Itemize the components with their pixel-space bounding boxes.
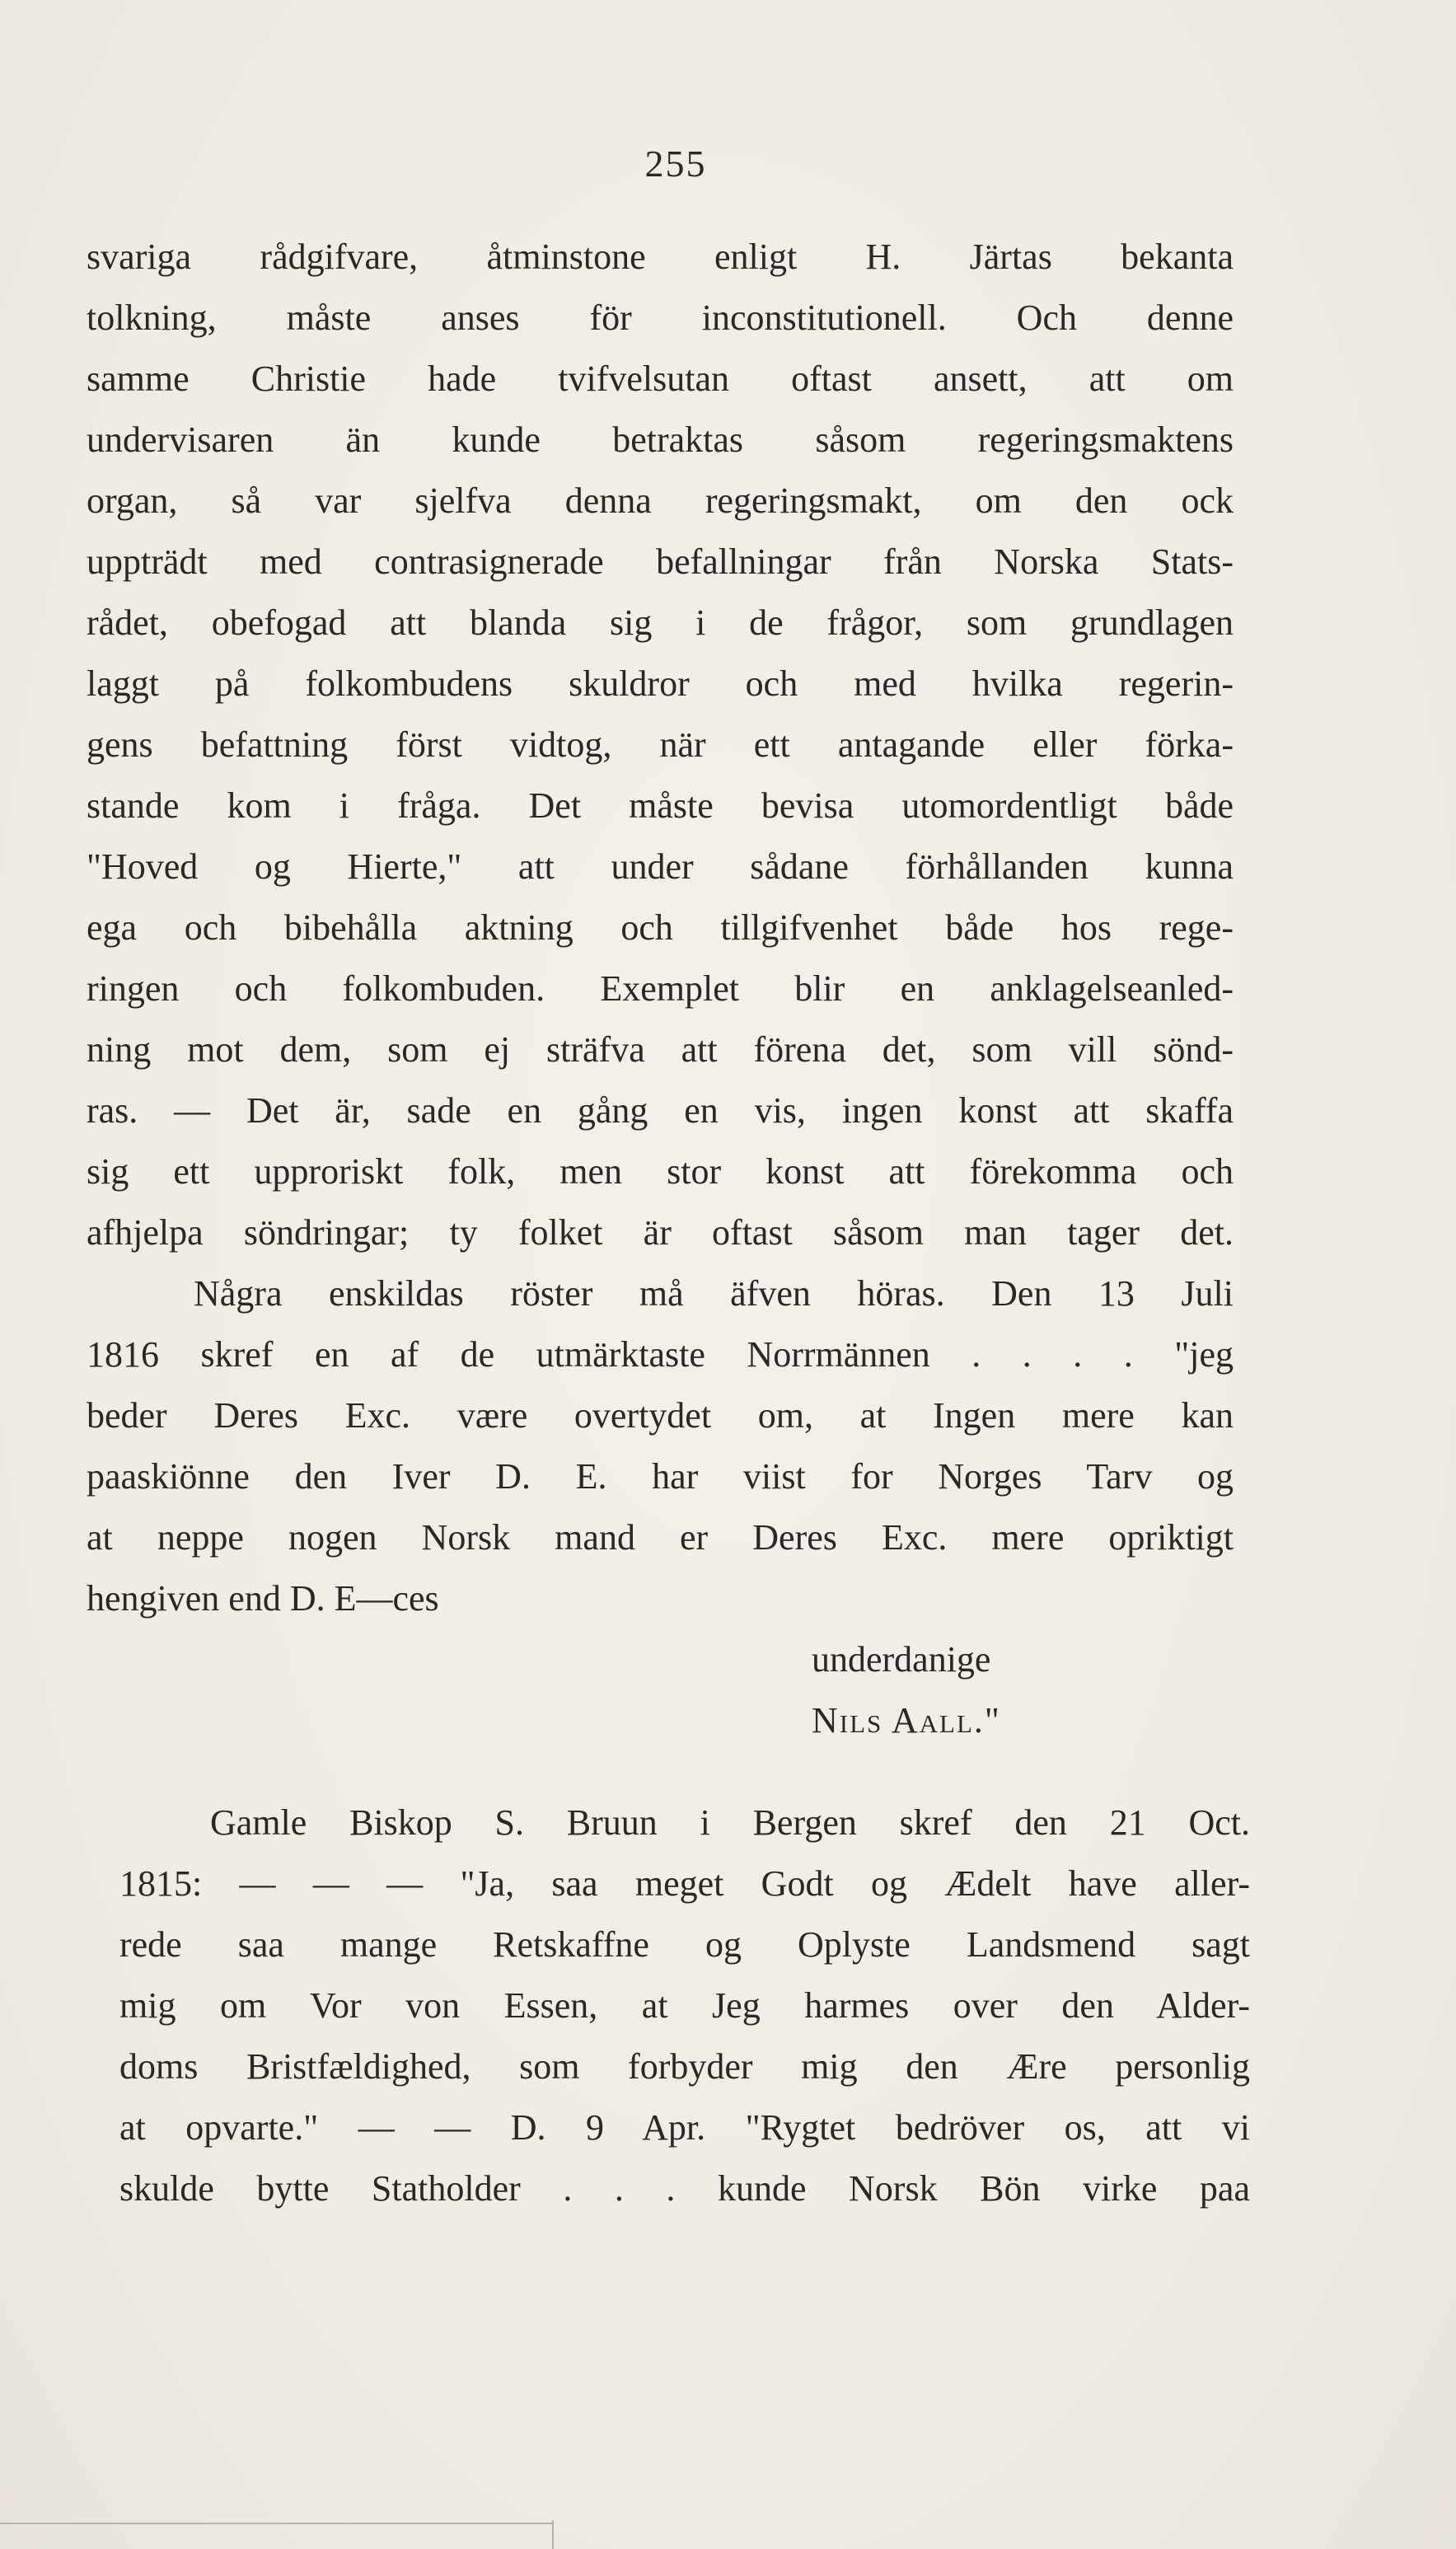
text-line: 1815: — — — "Ja, saa meget Godt og Ædelt have aller- <box>119 1863 1250 1904</box>
text-line: rede saa mange Retskaffne og Oplyste Landsmend sagt <box>119 1924 1250 1965</box>
text-line: paaskiönne den Iver D. E. har viist for Norges Tarv og <box>87 1456 1234 1497</box>
text-line: organ, så var sjelfva denna regeringsmakt, om den ock <box>87 480 1234 521</box>
text-line: tolkning, måste anses för inconstitutionell. Och denne <box>87 298 1234 338</box>
text-line: sig ett upproriskt folk, men stor konst att förekomma och <box>87 1151 1234 1192</box>
text-line: ning mot dem, som ej sträfva att förena det, som vill sönd- <box>87 1029 1234 1070</box>
text-line: afhjelpa söndringar; ty folket är oftast såsom man tager det. <box>87 1212 1234 1253</box>
text-line: mig om Vor von Essen, at Jeg harmes over den Alder- <box>119 1985 1250 2026</box>
signature-closing: underdanige <box>812 1639 991 1680</box>
text-line: ringen och folkombuden. Exemplet blir en anklagelseanled- <box>87 968 1234 1009</box>
page-number: 255 <box>644 143 707 185</box>
text-line: undervisaren än kunde betraktas såsom regeringsmaktens <box>87 419 1234 460</box>
signature-name: Nils Aall." <box>812 1700 1001 1741</box>
text-line: hengiven end D. E—ces <box>87 1578 439 1619</box>
text-line: at opvarte." — — D. 9 Apr. "Rygtet bedröver os, att vi <box>119 2107 1250 2148</box>
text-line: stande kom i fråga. Det måste bevisa utomordentligt både <box>87 785 1234 826</box>
text-line: rådet, obefogad att blanda sig i de frågor, som grundlagen <box>87 602 1234 643</box>
text-line: beder Deres Exc. være overtydet om, at Ingen mere kan <box>87 1395 1234 1436</box>
text-line: skulde bytte Statholder . . . kunde Norsk Bön virke paa <box>119 2168 1250 2209</box>
text-line: laggt på folkombudens skuldror och med hvilka regerin- <box>87 663 1234 704</box>
text-line: ega och bibehålla aktning och tillgifvenhet både hos rege- <box>87 907 1234 948</box>
text-line: "Hoved og Hierte," att under sådane förhållanden kunna <box>87 846 1234 887</box>
text-line: ras. — Det är, sade en gång en vis, ingen konst att skaffa <box>87 1090 1234 1131</box>
text-line: 1816 skref en af de utmärktaste Norrmännen . . . . "jeg <box>87 1334 1234 1375</box>
paragraph-start-line: Några enskildas röster må äfven höras. Den 13 Juli <box>194 1273 1234 1314</box>
text-line: doms Bristfældighed, som forbyder mig den Ære personlig <box>119 2046 1250 2087</box>
text-line: svariga rådgifvare, åtminstone enligt H. Järtas bekanta <box>87 237 1234 277</box>
text-line: samme Christie hade tvifvelsutan oftast ansett, att om <box>87 358 1234 399</box>
text-line: uppträdt med contrasignerade befallningar från Norska Stats- <box>87 541 1234 582</box>
page-bottom-divider-tick <box>552 2520 554 2549</box>
text-line: gens befattning först vidtog, när ett antagande eller förka- <box>87 724 1234 765</box>
text-line: at neppe nogen Norsk mand er Deres Exc. mere opriktigt <box>87 1517 1234 1558</box>
page-bottom-divider <box>0 2523 552 2524</box>
paragraph-start-line: Gamle Biskop S. Bruun i Bergen skref den 21 Oct. <box>210 1802 1250 1843</box>
